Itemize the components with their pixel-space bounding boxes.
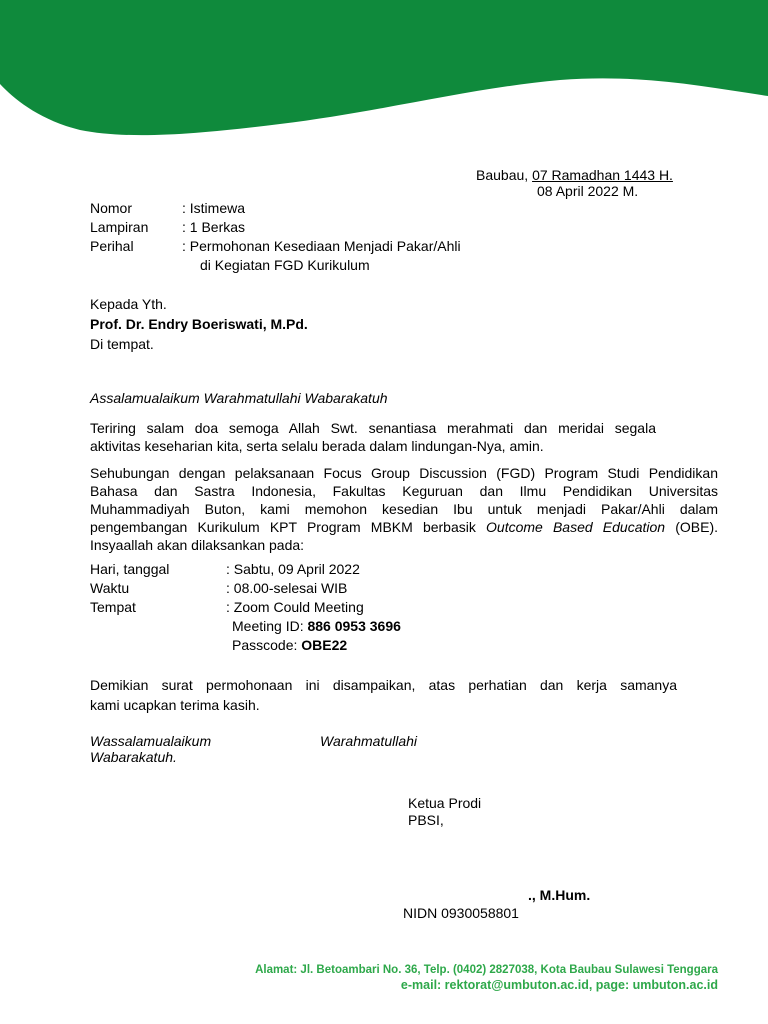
footer-contact: e-mail: rektorat@umbuton.ac.id, page: umbuton.ac.id (400, 978, 718, 992)
letter-meta (90, 199, 461, 274)
meta-row-nomor (90, 199, 461, 217)
closing-paragraph (90, 676, 677, 714)
paragraph-2-line: Bahasa dan Sastra Indonesia, Fakultas Keguruan dan Ilmu Pendidikan Universitas (90, 483, 718, 499)
obe-text-a: pengembangan Kurikulum KPT Program MBKM berbasik (90, 519, 476, 535)
meta-value: : 1 Berkas (182, 219, 246, 235)
meta-row-perihal (90, 237, 461, 255)
paragraph-1 (90, 419, 656, 455)
meeting-id-line (90, 617, 401, 635)
meta-row-lampiran (90, 218, 461, 236)
signer-name: ., M.Hum. (528, 887, 591, 903)
letter-date-gregorian: 08 April 2022 M. (537, 183, 639, 199)
footer-address: Alamat: Jl. Betoambari No. 36, Telp. (0402) 2827038, Kota Baubau Sulawesi Tenggara (255, 964, 718, 976)
meta-perihal-continuation: di Kegiatan FGD Kurikulum (200, 257, 370, 273)
paragraph-1-line: Teriring salam doa semoga Allah Swt. senantiasa merahmati dan meridai segala (90, 420, 656, 436)
event-row-date (90, 560, 401, 578)
signer-title-1: Ketua Prodi (408, 795, 482, 811)
event-label: Hari, tanggal (90, 561, 170, 577)
paragraph-2-line-obe (90, 518, 718, 536)
passcode-line (90, 636, 401, 654)
passcode-label: Passcode: (232, 637, 298, 653)
farewell-a: Wassalamualaikum (90, 733, 212, 749)
meta-label: Perihal (90, 238, 134, 254)
signer-nidn: NIDN 0930058801 (403, 905, 519, 921)
paragraph-1-line: aktivitas keseharian kita, serta selalu berada dalam lindungan-Nya, amin. (90, 438, 544, 454)
event-row-place (90, 598, 401, 616)
paragraph-2-line: Sehubungan dengan pelaksanaan Focus Group Discussion (FGD) Program Studi Pendidikan (90, 465, 718, 481)
passcode-value: OBE22 (301, 637, 348, 653)
recipient-block (90, 295, 308, 353)
recipient-to: Kepada Yth. (90, 296, 167, 312)
recipient-place: Di tempat. (90, 336, 154, 352)
closing-line: Demikian surat permohonaan ini disampaikan, atas perhatian dan kerja samanya (90, 677, 677, 693)
signer-title-2: PBSI, (408, 812, 444, 828)
meeting-id-label: Meeting ID: (232, 618, 304, 634)
event-value: : Zoom Could Meeting (226, 599, 364, 615)
event-value: : Sabtu, 09 April 2022 (226, 561, 360, 577)
meeting-id-value: 886 0953 3696 (307, 618, 401, 634)
event-label: Tempat (90, 599, 136, 615)
recipient-name: Prof. Dr. Endry Boeriswati, M.Pd. (90, 316, 308, 332)
event-details (90, 560, 401, 654)
greeting: Assalamualaikum Warahmatullahi Wabarakatuh (90, 390, 388, 406)
meta-value: : Istimewa (182, 200, 246, 216)
letter-date-hijri: 07 Ramadhan 1443 H. (532, 167, 673, 183)
paragraph-2-line: Muhammadiyah Buton, kami memohon kesedian Ibu untuk menjadi Pakar/Ahli dalam (90, 501, 718, 517)
obe-text-b: (OBE). (675, 519, 719, 535)
obe-text-italic: Outcome Based Education (486, 519, 666, 535)
event-row-time (90, 579, 401, 597)
farewell-b: Warahmatullahi (320, 733, 418, 749)
closing-line: kami ucapkan terima kasih. (90, 697, 260, 713)
paragraph-2 (90, 464, 718, 554)
meta-label: Nomor (90, 200, 133, 216)
paragraph-2-line: Insyaallah akan dilaksankan pada: (90, 537, 305, 553)
meta-value: : Permohonan Kesediaan Menjadi Pakar/Ahli (182, 238, 461, 254)
header-wave-decoration (0, 0, 768, 150)
farewell-c: Wabarakatuh. (90, 749, 177, 765)
event-label: Waktu (90, 580, 130, 596)
meta-label: Lampiran (90, 219, 149, 235)
letter-place: Baubau, (476, 167, 529, 183)
event-value: : 08.00-selesai WIB (226, 580, 348, 596)
